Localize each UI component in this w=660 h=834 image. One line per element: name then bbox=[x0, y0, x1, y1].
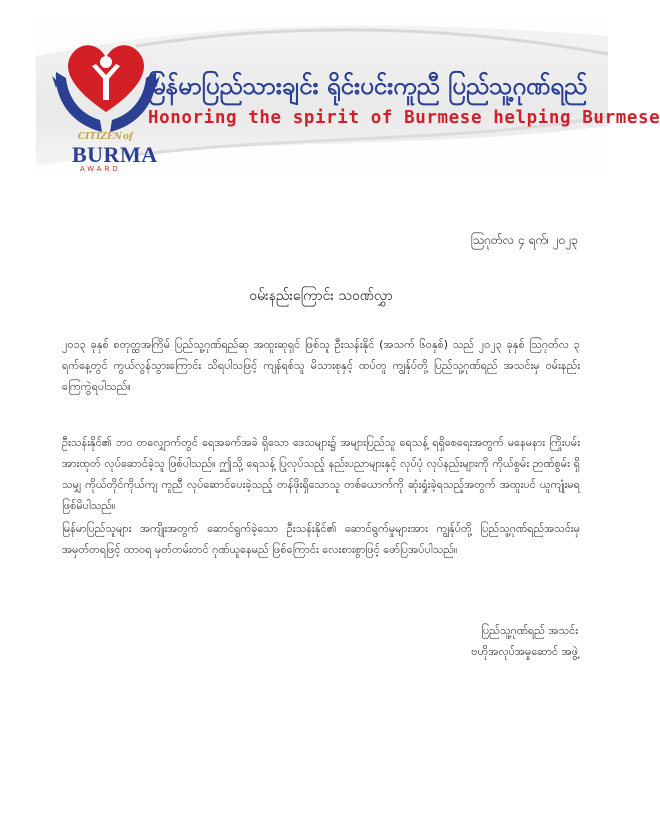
logo-text-citizen: CITIZEN bbox=[78, 132, 122, 142]
header-banner bbox=[36, 16, 660, 176]
letter-paragraph: ဦးသန်းနိုင်၏ ဘဝ တလျှောက်တွင် ရေအခက်အခဲ ရှိသော ဒေသများ၌ အများပြည်သူ ရေသန့် ရရှိစေရေးအတွက် မနေမနား ကြိုးပမ်းအားထုတ် လုပ်ဆောင်ခဲ့သူ ဖြစ်ပါသည်။ ဤသို့ ရေသန့် ပြုလုပ်သည့် နည်းပညာများနှင့် လုပ်ပုံ လုပ်နည်းများကို ကိုယ်စွမ်း ဉာဏ်စွမ်း ရှိသမျှ ကိုယ်တိုင်ကိုယ်ကျ ကူညီ လုပ်ဆောင်ပေးခဲ့သည့် တန်ဖိုးရှိသောသူ တစ်ယောက်ကို ဆုံးရှုံးခဲ့ရသည့်အတွက် အထူးပင် ယူကျုံးမရ ဖြစ်မိပါသည်။ bbox=[62, 436, 580, 512]
logo-text-of: of bbox=[122, 132, 133, 142]
letter-heading: ဝမ်းနည်းကြောင်း သဝဏ်လွှာ bbox=[249, 288, 393, 304]
signature-line-organization: ပြည်သူ့ဂုဏ်ရည် အသင်း bbox=[481, 624, 578, 637]
letter-date: ဩဂုတ်လ ၄ ရက်၊ ၂၀၂၃ bbox=[470, 233, 578, 247]
banner-subtitle: Honoring the spirit of Burmese helping Burmese bbox=[148, 108, 660, 128]
letter-paragraph: ၂၀၁၃ ခုနှစ် စတုတ္ထအကြိမ် ပြည်သူ့ဂုဏ်ရည်ဆု အထူးဆုရှင် ဖြစ်သူ ဦးသန်းနိုင် (အသက် ၆၀နှစ်) သည် ၂၀၂၃ ခုနှစ် ဩဂုတ်လ ၃ ရက်နေ့တွင် ကွယ်လွန်သွားကြောင်း သိရပါသဖြင့် ကျန်ရစ်သူ မိသားစုနှင့် ထပ်တူ ကျွန်ုပ်တို့ ပြည်သူ့ဂုဏ်ရည် အသင်းမှ ဝမ်းနည်းကြေကွဲရပါသည်။ bbox=[62, 338, 580, 393]
banner-title: မြန်မာပြည်သားချင်း ရိုင်းပင်းကူညီ ပြည်သူ့ဂုဏ်ရည် bbox=[148, 72, 588, 100]
logo-text-award: AWARD bbox=[80, 166, 121, 173]
signature-block bbox=[471, 620, 578, 662]
signature-line-committee: ဗဟိုအလုပ်အမှုဆောင် အဖွဲ့ bbox=[471, 645, 578, 658]
letter-paragraph: မြန်မာပြည်သူများ အကျိုးအတွက် ဆောင်ရွက်ခဲ့သော ဦးသန်းနိုင်၏ ဆောင်ရွက်မှုများအား ကျွန်ုပ်တို့ ပြည်သူ့ဂုဏ်ရည်အသင်းမှ အမှတ်တရဖြင့် ထာဝရ မှတ်တမ်းတင် ဂုဏ်ယူနေမည် ဖြစ်ကြောင်း လေးစားစွာဖြင့် ဖော်ပြအပ်ပါသည်။ bbox=[62, 522, 580, 556]
logo-text-burma: BURMA bbox=[72, 142, 158, 167]
